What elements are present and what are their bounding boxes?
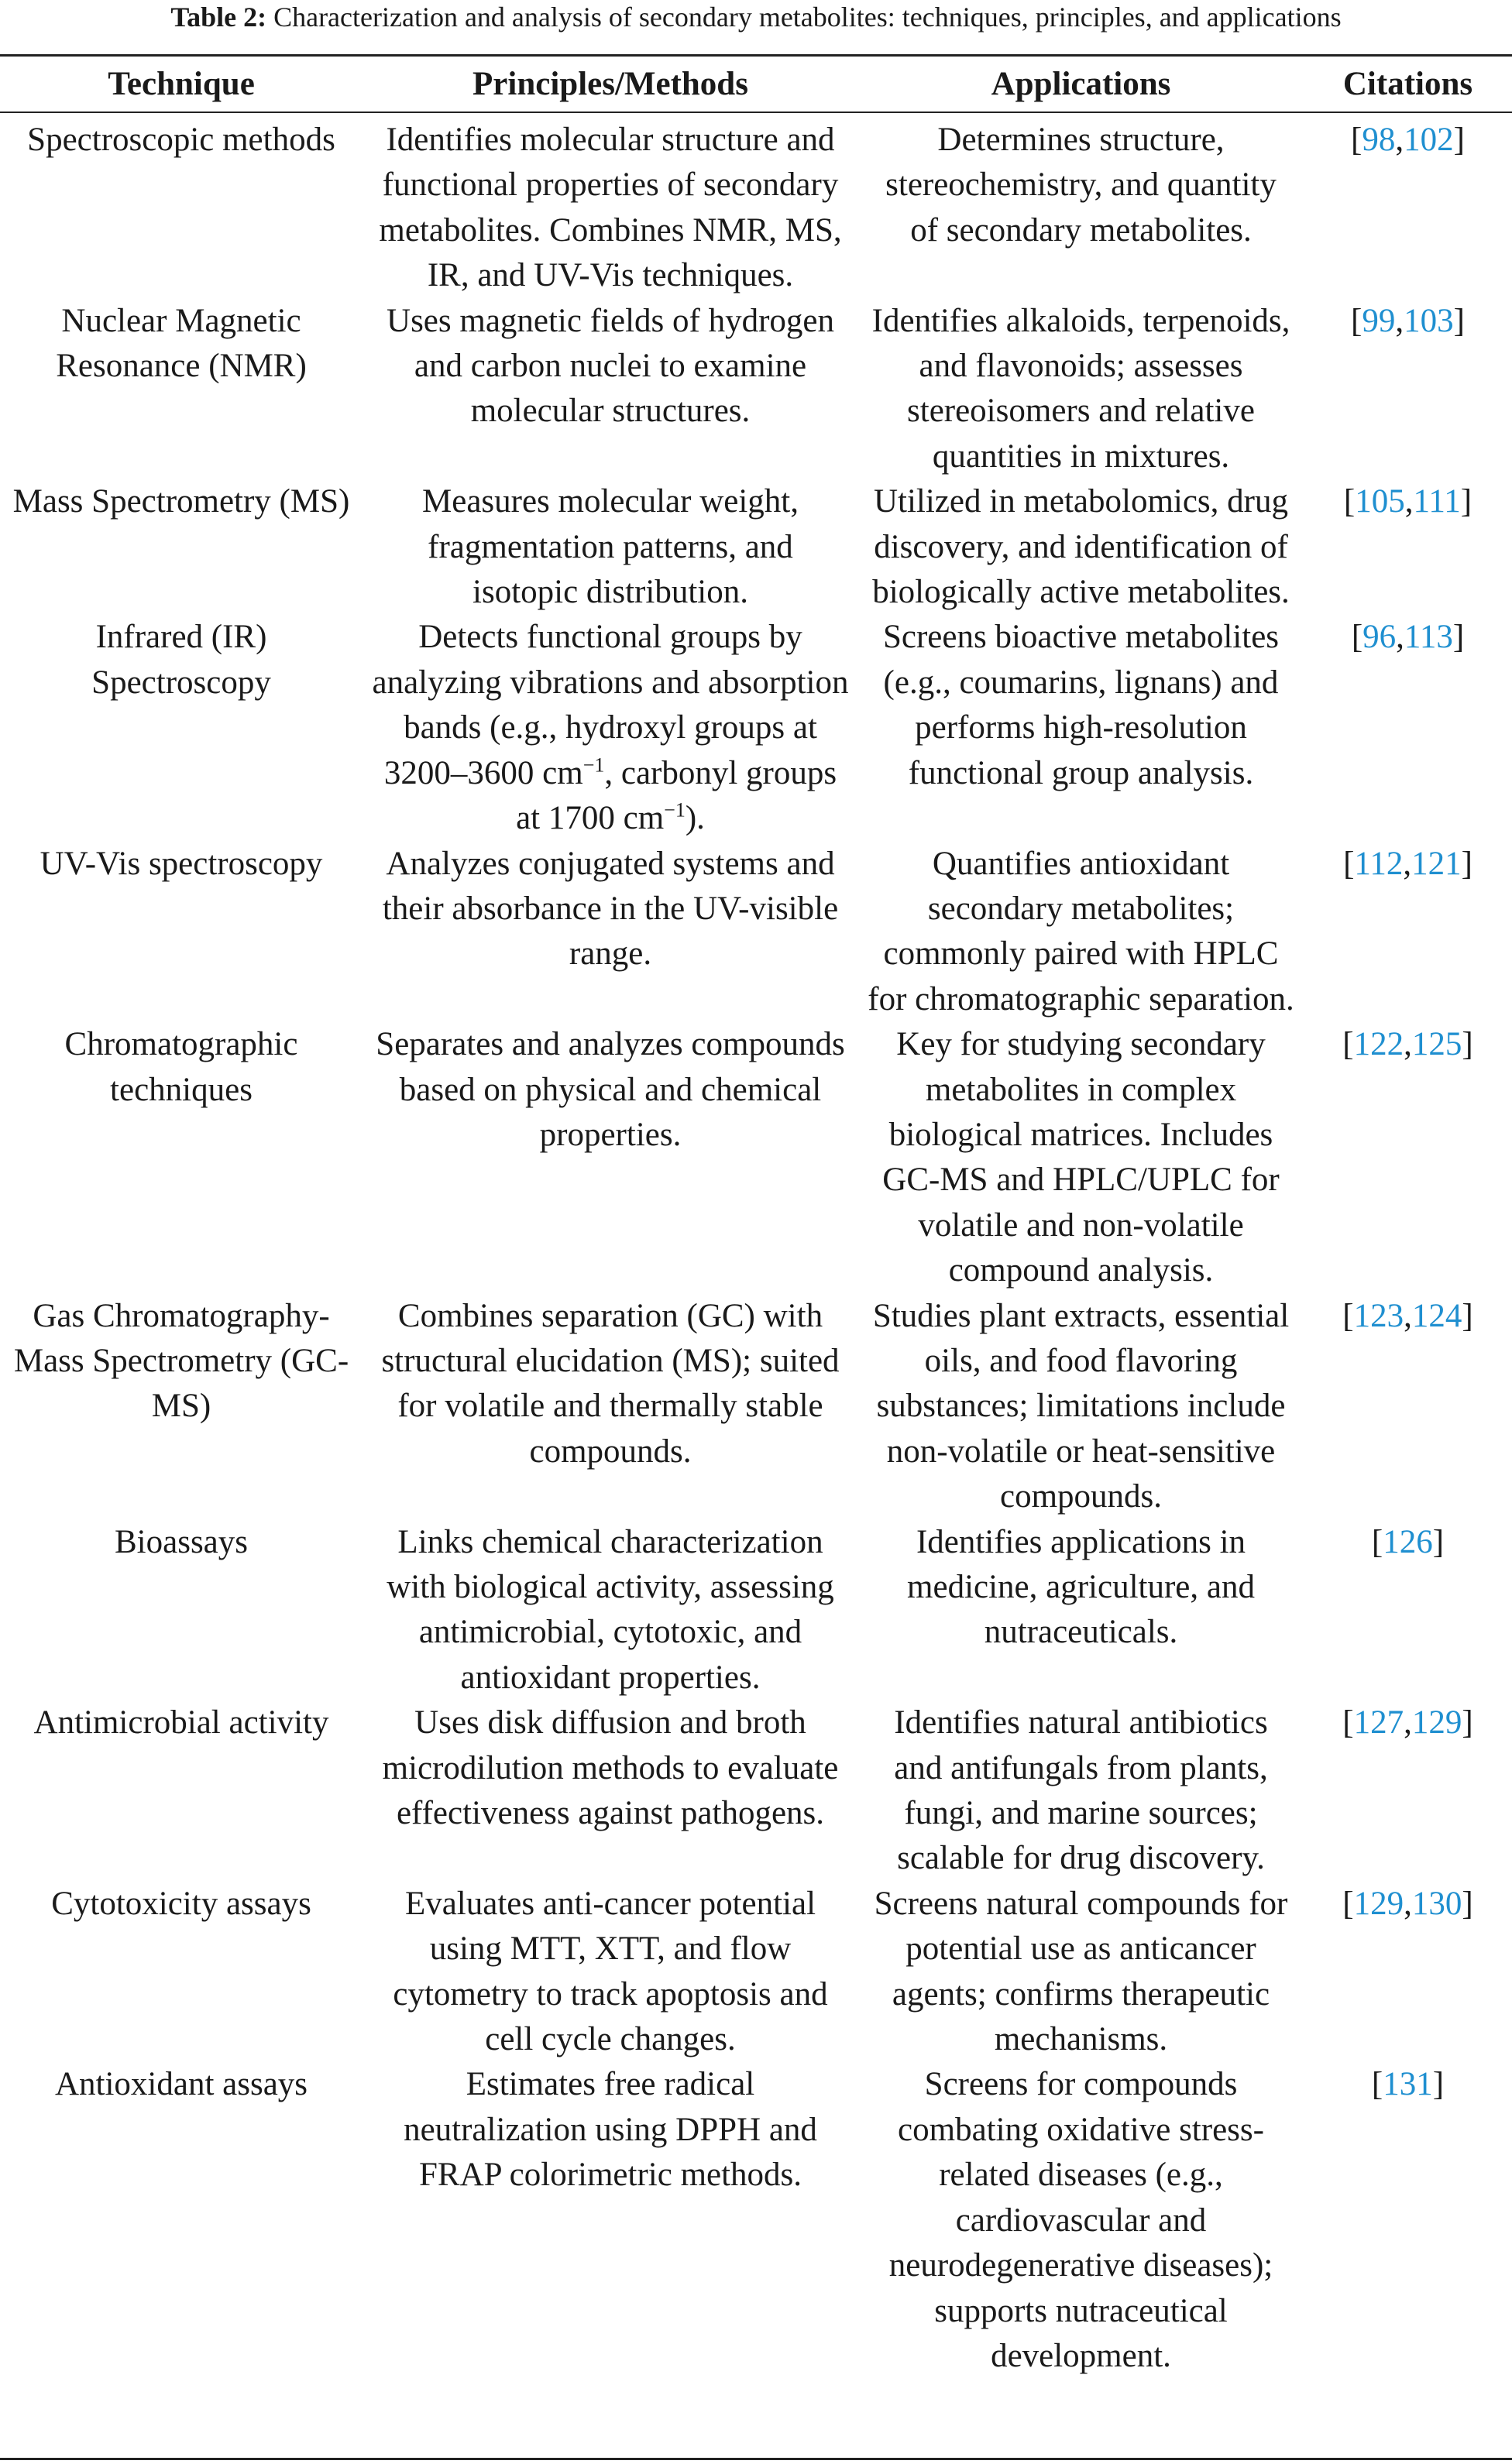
technique-cell: Mass Spectrometry (MS) bbox=[12, 483, 350, 520]
citation-cell: [99,103] bbox=[1351, 302, 1465, 339]
applications-cell: Screens for compounds combating oxidative stress-related diseases (e.g., cardiovascular and neurodegenerative diseases); supports nutraceutical development. bbox=[888, 2066, 1273, 2374]
header-principles: Principles/Methods bbox=[472, 66, 748, 102]
technique-cell: Chromatographic techniques bbox=[64, 1026, 298, 1108]
table-row bbox=[0, 1882, 1512, 2063]
principles-cell: Links chemical characterization with biological activity, assessing antimicrobial, cytotoxic, and antioxidant properties. bbox=[387, 1523, 834, 1696]
table-row bbox=[0, 1022, 1512, 1293]
technique-cell: Gas Chromatography-Mass Spectrometry (GC-MS) bbox=[13, 1297, 349, 1425]
table-row bbox=[0, 299, 1512, 480]
header-technique: Technique bbox=[108, 66, 255, 102]
table-label: Table 2: bbox=[170, 2, 267, 33]
citation-link[interactable]: 103 bbox=[1404, 302, 1454, 339]
citation-link[interactable]: 131 bbox=[1383, 2066, 1433, 2103]
citation-link[interactable]: 96 bbox=[1363, 619, 1397, 656]
table-row bbox=[0, 1520, 1512, 1701]
principles-cell: Separates and analyzes compounds based on physical and chemical properties. bbox=[376, 1026, 845, 1153]
table-row bbox=[0, 842, 1512, 1023]
principles-cell: Uses magnetic fields of hydrogen and carbon nuclei to examine molecular structures. bbox=[387, 302, 834, 430]
citation-cell: [105,111] bbox=[1343, 483, 1472, 520]
header-applications: Applications bbox=[991, 66, 1171, 102]
applications-cell: Identifies applications in medicine, agriculture, and nutraceuticals. bbox=[907, 1523, 1255, 1651]
bottom-rule bbox=[0, 2458, 1512, 2460]
principles-cell: Identifies molecular structure and functional properties of secondary metabolites. Combines NMR, MS, IR, and UV-Vis techniques. bbox=[379, 122, 842, 294]
citation-link[interactable]: 122 bbox=[1353, 1026, 1404, 1063]
citation-link[interactable]: 126 bbox=[1383, 1523, 1433, 1560]
table-row bbox=[0, 479, 1512, 615]
technique-cell: Antimicrobial activity bbox=[33, 1704, 329, 1742]
top-rule bbox=[0, 54, 1512, 57]
table-row bbox=[0, 1294, 1512, 1520]
header-row bbox=[0, 60, 1512, 108]
principles-cell: Uses disk diffusion and broth microdilution methods to evaluate effectiveness against pathogens. bbox=[382, 1704, 839, 1832]
principles-cell: Evaluates anti-cancer potential using MTT, XTT, and flow cytometry to track apoptosis and cell cycle changes. bbox=[393, 1885, 828, 2058]
citation-cell: [96,113] bbox=[1351, 619, 1465, 656]
principles-cell: Measures molecular weight, fragmentation patterns, and isotopic distribution. bbox=[422, 483, 799, 611]
applications-cell: Identifies alkaloids, terpenoids, and flavonoids; assesses stereoisomers and relative quantities in mixtures. bbox=[871, 302, 1290, 475]
table-row bbox=[0, 2062, 1512, 2379]
applications-cell: Identifies natural antibiotics and antifungals from plants, fungi, and marine sources; scalable for drug discovery. bbox=[894, 1704, 1268, 1877]
table-row bbox=[0, 1700, 1512, 1882]
citation-link[interactable]: 129 bbox=[1353, 1885, 1404, 1922]
citation-link[interactable]: 123 bbox=[1353, 1297, 1404, 1334]
technique-cell: Antioxidant assays bbox=[54, 2066, 308, 2103]
citation-link[interactable]: 111 bbox=[1413, 483, 1461, 520]
applications-cell: Screens natural compounds for potential use as anticancer agents; confirms therapeutic mechanisms. bbox=[874, 1885, 1288, 2058]
citation-cell: [122,125] bbox=[1342, 1026, 1473, 1063]
technique-cell: Nuclear Magnetic Resonance (NMR) bbox=[56, 302, 307, 385]
citation-link[interactable]: 130 bbox=[1411, 1885, 1462, 1922]
applications-cell: Utilized in metabolomics, drug discovery, and identification of biologically active metabolites. bbox=[872, 483, 1290, 611]
technique-cell: Spectroscopic methods bbox=[27, 122, 335, 158]
unit-exponent: −1 bbox=[664, 798, 686, 822]
principles-text: ). bbox=[685, 800, 705, 837]
technique-cell: Cytotoxicity assays bbox=[51, 1885, 311, 1922]
citation-cell: [126] bbox=[1371, 1523, 1445, 1560]
table-caption bbox=[0, 0, 1512, 34]
citation-link[interactable]: 127 bbox=[1353, 1704, 1404, 1742]
unit-exponent: −1 bbox=[582, 753, 605, 777]
citation-link[interactable]: 102 bbox=[1404, 122, 1454, 158]
citation-cell: [112,121] bbox=[1343, 845, 1472, 882]
principles-cell: Estimates free radical neutralization using DPPH and FRAP colorimetric methods. bbox=[404, 2066, 817, 2194]
citation-cell: [123,124] bbox=[1342, 1297, 1473, 1334]
citation-cell: [127,129] bbox=[1342, 1704, 1473, 1742]
citation-link[interactable]: 112 bbox=[1354, 845, 1404, 882]
applications-cell: Determines structure, stereochemistry, and quantity of secondary metabolites. bbox=[885, 122, 1277, 249]
technique-cell: Infrared (IR) Spectroscopy bbox=[91, 619, 271, 701]
applications-cell: Screens bioactive metabolites (e.g., coumarins, lignans) and performs high-resolution functional group analysis. bbox=[882, 619, 1280, 791]
technique-cell: Bioassays bbox=[115, 1523, 248, 1560]
citation-link[interactable]: 113 bbox=[1404, 619, 1453, 656]
citation-cell: [98,102] bbox=[1351, 122, 1465, 158]
principles-cell bbox=[363, 615, 858, 841]
citation-link[interactable]: 121 bbox=[1411, 845, 1462, 882]
table-row bbox=[0, 615, 1512, 841]
principles-text: Detects functional groups by analyzing vibrations and absorption bands (e.g., hydroxyl groups at 3200–3600 cm bbox=[372, 619, 849, 791]
citation-link[interactable]: 98 bbox=[1362, 122, 1396, 158]
citation-link[interactable]: 105 bbox=[1355, 483, 1405, 520]
principles-cell: Combines separation (GC) with structural elucidation (MS); suited for volatile and thermally stable compounds. bbox=[381, 1297, 840, 1470]
applications-cell: Key for studying secondary metabolites in complex biological matrices. Includes GC-MS and HPLC/UPLC for volatile and non-volatile compound analysis. bbox=[882, 1026, 1280, 1289]
citation-link[interactable]: 125 bbox=[1411, 1026, 1462, 1063]
principles-text: , carbonyl groups at 1700 cm bbox=[516, 754, 837, 837]
technique-cell: UV-Vis spectroscopy bbox=[40, 845, 323, 882]
citation-link[interactable]: 124 bbox=[1411, 1297, 1462, 1334]
table-row bbox=[0, 108, 1512, 299]
metabolite-table bbox=[0, 60, 1512, 2379]
header-citations: Citations bbox=[1342, 66, 1473, 102]
applications-cell: Studies plant extracts, essential oils, and food flavoring substances; limitations include non-volatile or heat-sensitive compounds. bbox=[872, 1297, 1290, 1515]
principles-cell: Analyzes conjugated systems and their absorbance in the UV-visible range. bbox=[382, 845, 839, 973]
citation-link[interactable]: 99 bbox=[1362, 302, 1396, 339]
table-title: Characterization and analysis of secondary metabolites: techniques, principles, and applications bbox=[273, 2, 1342, 33]
citation-cell: [129,130] bbox=[1342, 1885, 1473, 1922]
citation-link[interactable]: 129 bbox=[1411, 1704, 1462, 1742]
applications-cell: Quantifies antioxidant secondary metabolites; commonly paired with HPLC for chromatographic separation. bbox=[868, 845, 1294, 1018]
citation-cell: [131] bbox=[1371, 2066, 1445, 2103]
